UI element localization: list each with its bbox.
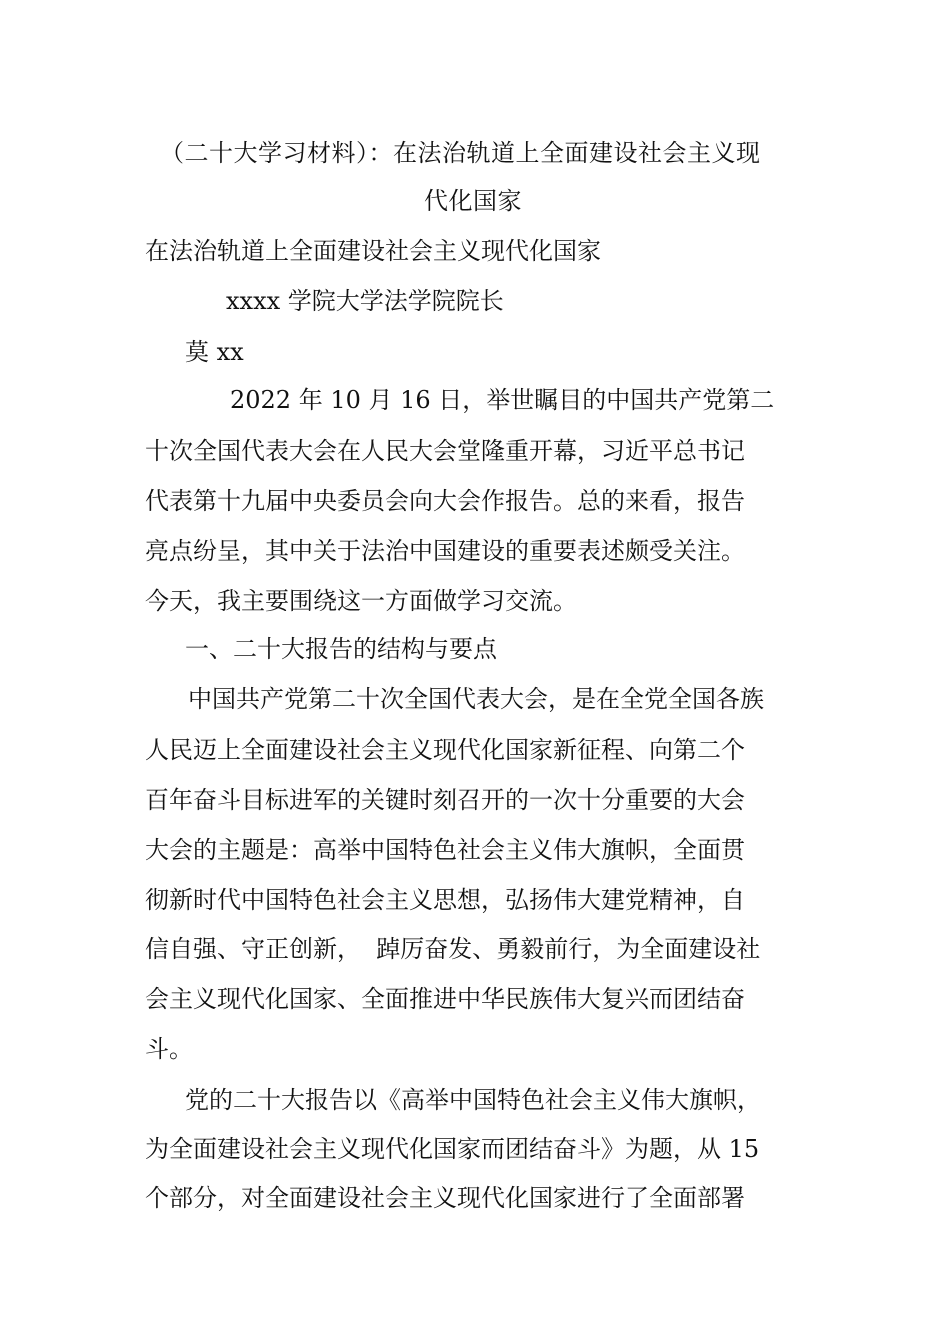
- author-affiliation: xxxx 学院大学法学院院长: [226, 287, 504, 315]
- paragraph-3-line-3: 个部分，对全面建设社会主义现代化国家进行了全面部署: [145, 1184, 745, 1212]
- paragraph-3-line-1: 党的二十大报告以《高举中国特色社会主义伟大旗帜，: [185, 1086, 761, 1114]
- document-subtitle: 在法治轨道上全面建设社会主义现代化国家: [145, 237, 601, 265]
- document-title-line-2: 代化国家: [424, 187, 522, 215]
- paragraph-2-line-1: 中国共产党第二十次全国代表大会，是在全党全国各族: [188, 685, 764, 713]
- paragraph-1-line-1: 2022 年 10 月 16 日，举世瞩目的中国共产党第二: [230, 386, 775, 414]
- paragraph-2-line-6: 信自强、守正创新， 踔厉奋发、勇毅前行，为全面建设社: [145, 935, 761, 963]
- paragraph-2-line-5: 彻新时代中国特色社会主义思想，弘扬伟大建党精神，自: [145, 886, 745, 914]
- paragraph-2-line-8: 斗。: [145, 1035, 193, 1063]
- paragraph-2-line-3: 百年奋斗目标进军的关键时刻召开的一次十分重要的大会: [145, 786, 745, 814]
- paragraph-1-line-2: 十次全国代表大会在人民大会堂隆重开幕，习近平总书记: [145, 437, 745, 465]
- paragraph-2-line-2: 人民迈上全面建设社会主义现代化国家新征程、向第二个: [145, 736, 745, 764]
- paragraph-1-line-5: 今天，我主要围绕这一方面做学习交流。: [145, 587, 577, 615]
- author-name: 莫 xx: [185, 338, 244, 366]
- paragraph-1-line-4: 亮点纷呈，其中关于法治中国建设的重要表述颇受关注。: [145, 537, 745, 565]
- paragraph-1-line-3: 代表第十九届中央委员会向大会作报告。总的来看，报告: [145, 487, 745, 515]
- section-heading-1: 一、二十大报告的结构与要点: [185, 635, 497, 663]
- paragraph-2-line-4: 大会的主题是：高举中国特色社会主义伟大旗帜，全面贯: [145, 836, 745, 864]
- paragraph-3-line-2: 为全面建设社会主义现代化国家而团结奋斗》为题，从 15: [145, 1135, 760, 1163]
- document-title-line-1: （二十大学习材料）：在法治轨道上全面建设社会主义现: [160, 139, 761, 167]
- paragraph-2-line-7: 会主义现代化国家、全面推进中华民族伟大复兴而团结奋: [145, 985, 745, 1013]
